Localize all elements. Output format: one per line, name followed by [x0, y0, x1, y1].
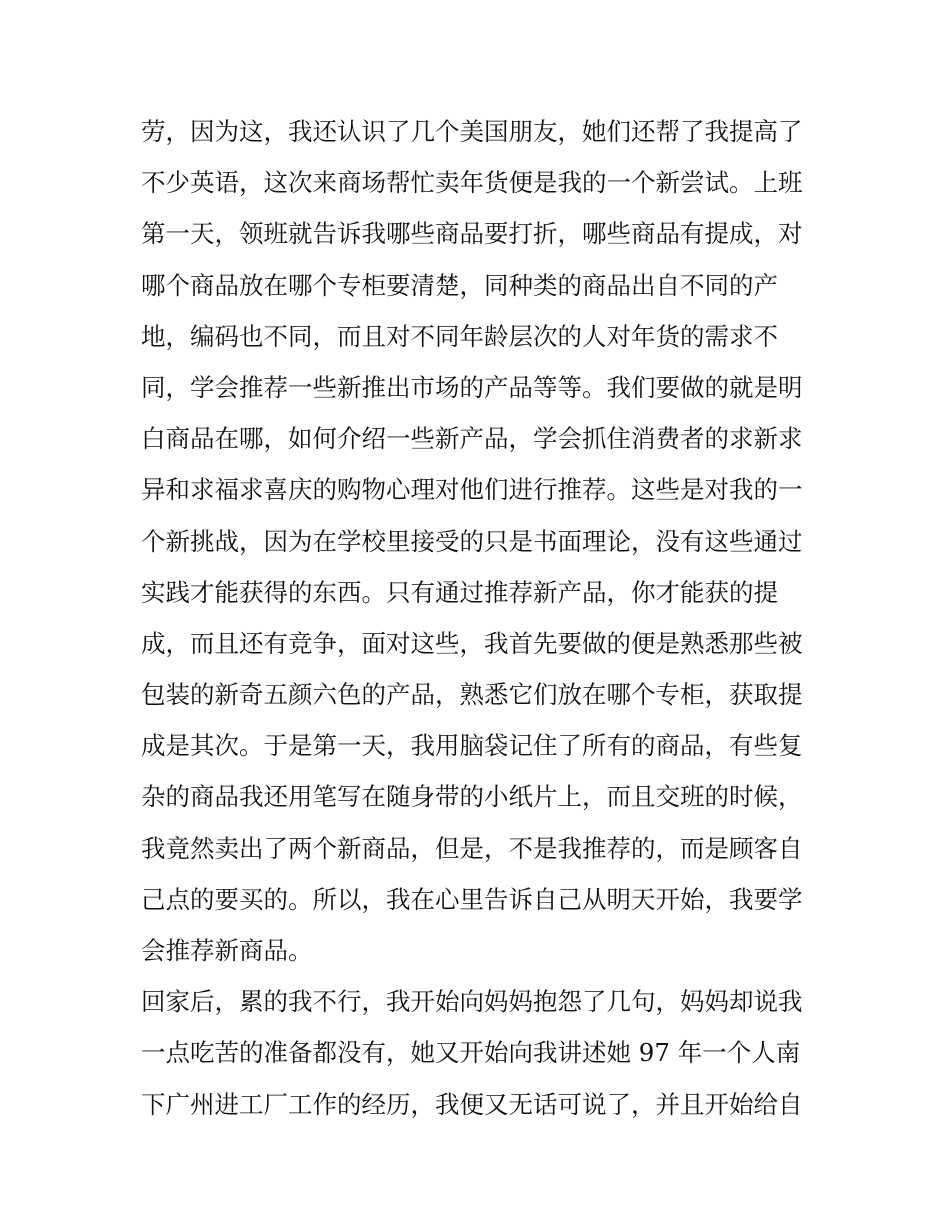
text-line: 不少英语，这次来商场帮忙卖年货便是我的一个新尝试。上班 — [141, 168, 803, 198]
text-line: 己点的要买的。所以，我在心里告诉自己从明天开始，我要学 — [141, 884, 803, 914]
text-line: 同，学会推荐一些新推出市场的产品等等。我们要做的就是明 — [141, 372, 803, 402]
body-text — [141, 106, 821, 1130]
text-line: 第一天，领班就告诉我哪些商品要打折，哪些商品有提成，对 — [141, 219, 803, 249]
text-line: 我竟然卖出了两个新商品，但是，不是我推荐的，而是顾客自 — [141, 833, 803, 863]
text-line: 实践才能获得的东西。只有通过推荐新产品，你才能获的提 — [141, 577, 778, 607]
text-line: 异和求福求喜庆的购物心理对他们进行推荐。这些是对我的一 — [141, 475, 803, 505]
text-line: 哪个商品放在哪个专柜要清楚，同种类的商品出自不同的产 — [141, 270, 778, 300]
text-line: 下广州进工厂工作的经历，我便又无话可说了，并且开始给自 — [141, 1089, 803, 1119]
text-line: 包装的新奇五颜六色的产品，熟悉它们放在哪个专柜，获取提 — [141, 680, 803, 710]
text-line: 个新挑战，因为在学校里接受的只是书面理论，没有这些通过 — [141, 526, 803, 556]
text-line: 成，而且还有竞争，面对这些，我首先要做的便是熟悉那些被 — [141, 628, 803, 658]
text-line: 劳，因为这，我还认识了几个美国朋友，她们还帮了我提高了 — [141, 117, 803, 146]
text-line: 会推荐新商品。 — [141, 936, 313, 965]
text-line: 地，编码也不同，而且对不同年龄层次的人对年货的需求不 — [141, 321, 778, 351]
text-line: 白商品在哪，如何介绍一些新产品，学会抓住消费者的求新求 — [141, 424, 803, 454]
text-line: 杂的商品我还用笔写在随身带的小纸片上，而且交班的时候， — [141, 782, 803, 812]
text-line: 一点吃苦的准备都没有，她又开始向我讲述她 97 年一个人南 — [141, 1038, 801, 1068]
text-line: 成是其次。于是第一天，我用脑袋记住了所有的商品，有些复 — [141, 731, 803, 761]
text-line: 回家后，累的我不行，我开始向妈妈抱怨了几句，妈妈却说我 — [141, 987, 803, 1017]
